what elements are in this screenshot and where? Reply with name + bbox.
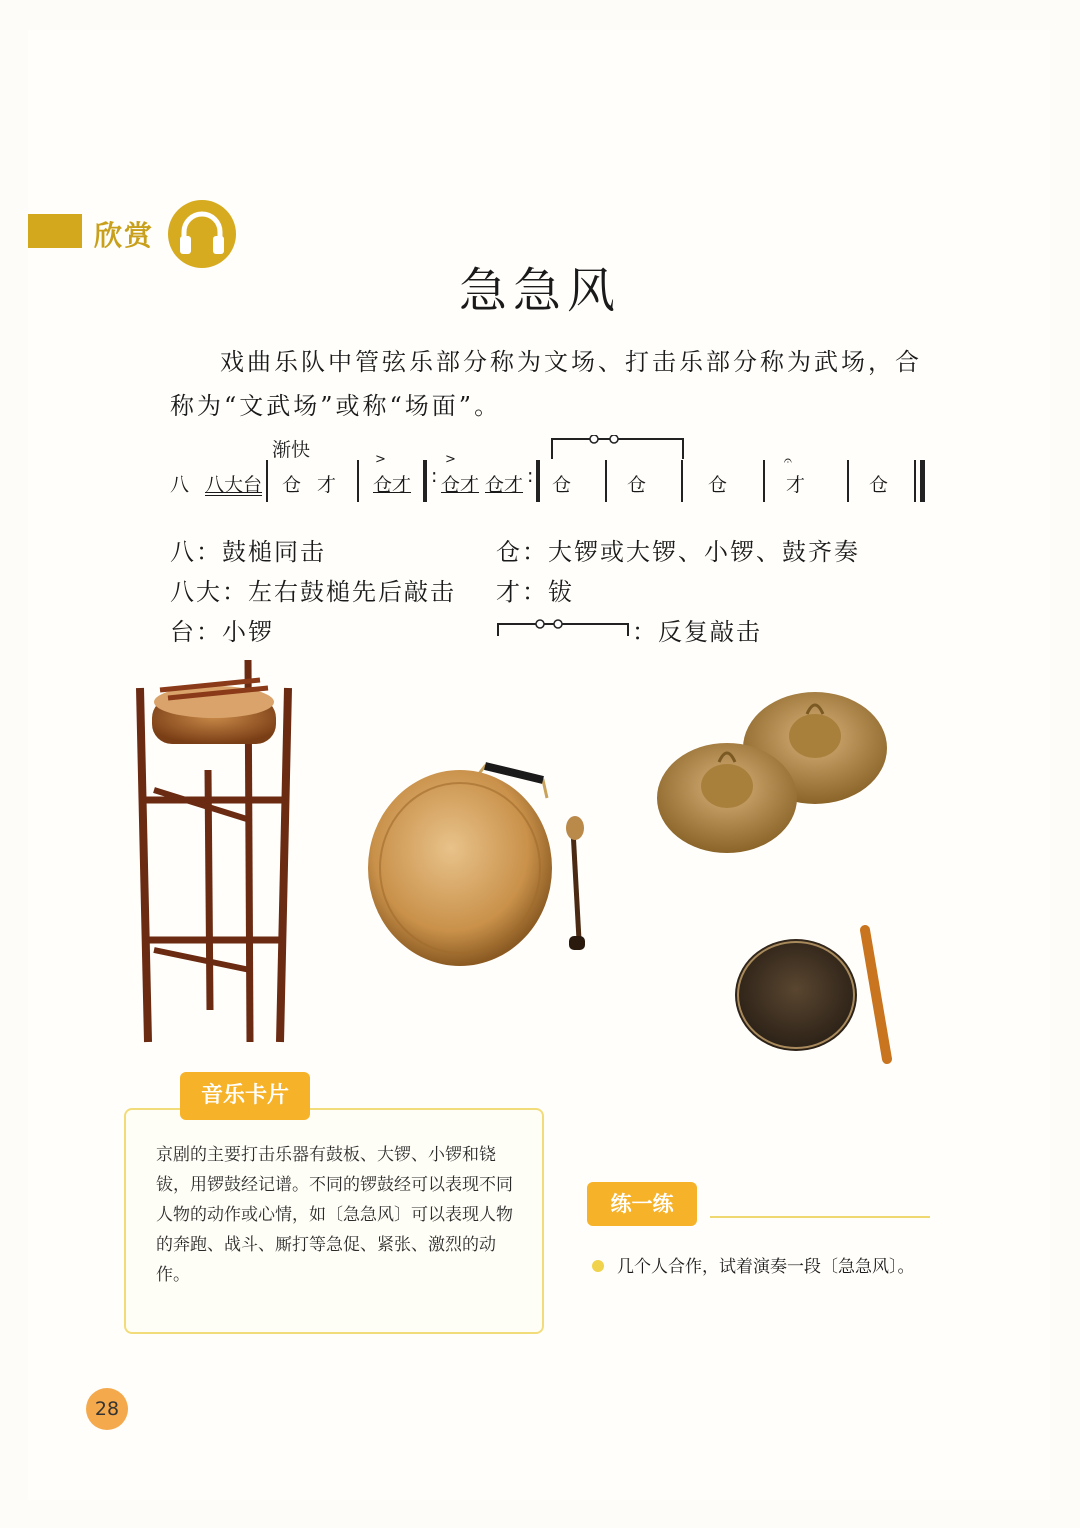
cymbals-image [655, 688, 890, 858]
fermata-mark: 𝄐 [784, 453, 792, 469]
tempo-mark: 渐快 [272, 439, 311, 461]
score-note: 八大台 [205, 474, 263, 496]
percussion-score [170, 435, 940, 505]
repeat-symbol [496, 614, 630, 638]
page-title: 急急风 [458, 263, 621, 319]
barline [266, 460, 268, 502]
music-card-body: 京剧的主要打击乐器有鼓板、大锣、小锣和铙钹，用锣鼓经记谱。不同的锣鼓经可以表现不同人物的动作或心情，如〔急急风〕可以表现人物的奔跑、战斗、厮打等急促、紧张、激烈的动作。 [156, 1145, 513, 1285]
repeat-bracket [550, 435, 685, 461]
drum-stand-image [130, 650, 300, 1050]
legend-cang: 仓：大锣或大锣、小锣、鼓齐奏 [496, 538, 860, 566]
final-barline-thick [920, 460, 925, 502]
score-note: 仓 [708, 474, 728, 496]
barline [536, 460, 540, 502]
legend-cai: 才：钹 [496, 578, 574, 606]
accent-mark: > [445, 452, 456, 467]
legend-tai: 台：小锣 [170, 618, 274, 646]
score-note: 仓 [627, 474, 647, 496]
barline [763, 460, 765, 502]
gong-image [365, 758, 615, 978]
practice-title: 练一练 [587, 1182, 697, 1226]
score-note: 仓 [869, 474, 889, 496]
score-note: 仓 [282, 474, 302, 496]
score-note: 仓才 [485, 474, 524, 496]
barline [605, 460, 607, 502]
bullet-icon [592, 1260, 604, 1272]
legend-ba: 八：鼓槌同击 [170, 538, 326, 566]
small-gong-image [732, 925, 907, 1065]
barline [357, 460, 359, 502]
repeat-dots: : [431, 465, 438, 487]
music-card-title: 音乐卡片 [180, 1072, 310, 1120]
score-note: 八 [170, 474, 190, 496]
barline [423, 460, 427, 502]
score-note: 仓才 [441, 474, 480, 496]
section-label: 欣赏 [94, 219, 155, 252]
practice-text: 几个人合作，试着演奏一段〔急急风〕。 [617, 1257, 915, 1277]
page-number: 28 [86, 1388, 128, 1430]
score-note: 仓才 [373, 474, 412, 496]
intro-text: 戏曲乐队中管弦乐部分称为文场、打击乐部分称为武场，合称为“文武场”或称“场面”。 [170, 348, 922, 420]
legend-bada: 八大：左右鼓槌先后敲击 [170, 578, 456, 606]
score-note: 才 [786, 474, 806, 496]
repeat-dots: : [527, 465, 534, 487]
accent-mark: > [375, 452, 386, 467]
score-note: 仓 [552, 474, 572, 496]
intro-paragraph [170, 340, 940, 428]
legend-repeat: ：反复敲击 [632, 618, 762, 646]
score-note: 才 [317, 474, 337, 496]
practice-divider [710, 1216, 930, 1218]
section-color-tab [28, 214, 82, 248]
barline [847, 460, 849, 502]
barline [681, 460, 683, 502]
final-barline [914, 460, 916, 502]
